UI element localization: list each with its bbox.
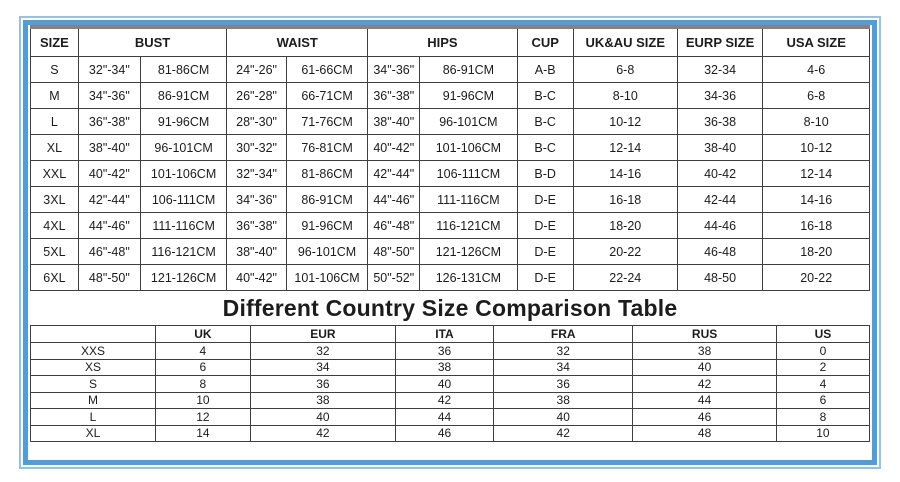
size-chart-row-label: L (31, 109, 79, 135)
size-chart-cell: 38"-40" (368, 109, 420, 135)
size-chart-cell: 40"-42" (78, 161, 140, 187)
comparison-cell: 46 (395, 425, 493, 442)
comparison-header-cell: ITA (395, 326, 493, 343)
size-chart-cell: 101-106CM (140, 161, 226, 187)
size-chart-cell: 20-22 (763, 265, 870, 291)
size-chart-row-label: 5XL (31, 239, 79, 265)
size-chart-cell: 6-8 (763, 83, 870, 109)
comparison-row (31, 409, 870, 426)
size-chart-row-label: XL (31, 135, 79, 161)
size-chart-cell: 34"-36" (227, 187, 287, 213)
size-chart-cell: 116-121CM (420, 213, 517, 239)
comparison-row (31, 376, 870, 393)
comparison-cell: 38 (633, 343, 776, 360)
size-chart-cell: 111-116CM (140, 213, 226, 239)
size-chart-cell: 126-131CM (420, 265, 517, 291)
size-chart-cell: 34"-36" (368, 57, 420, 83)
comparison-cell: 34 (250, 359, 395, 376)
comparison-header-cell: FRA (494, 326, 633, 343)
comparison-row-label: XXS (31, 343, 156, 360)
comparison-header-cell: UK (156, 326, 251, 343)
size-chart-cell: 18-20 (763, 239, 870, 265)
size-chart-cell: 38"-40" (78, 135, 140, 161)
size-chart-cell: 61-66CM (286, 57, 367, 83)
size-chart-cell: B-C (517, 135, 573, 161)
size-chart-cell: 96-101CM (286, 239, 367, 265)
size-chart-cell: 96-101CM (140, 135, 226, 161)
size-chart-cell: 91-96CM (286, 213, 367, 239)
comparison-cell: 8 (156, 376, 251, 393)
size-chart-table (30, 25, 870, 291)
size-chart-row-label: XXL (31, 161, 79, 187)
comparison-cell: 34 (494, 359, 633, 376)
size-chart-cell: 44-46 (677, 213, 763, 239)
size-chart-cell: A-B (517, 57, 573, 83)
comparison-row-label: S (31, 376, 156, 393)
size-chart-cell: 36"-38" (78, 109, 140, 135)
size-chart-row-label: 3XL (31, 187, 79, 213)
size-chart-row (31, 213, 870, 239)
size-chart-cell: 48"-50" (368, 239, 420, 265)
size-chart-cell: 38"-40" (227, 239, 287, 265)
comparison-header-cell: EUR (250, 326, 395, 343)
size-chart-cell: 106-111CM (140, 187, 226, 213)
comparison-cell: 36 (250, 376, 395, 393)
size-chart-cell: 8-10 (573, 83, 677, 109)
size-chart-cell: 86-91CM (140, 83, 226, 109)
comparison-row (31, 392, 870, 409)
size-chart-row-label: 6XL (31, 265, 79, 291)
size-chart-cell: 46"-48" (78, 239, 140, 265)
size-chart-cell: 91-96CM (140, 109, 226, 135)
comparison-row (31, 425, 870, 442)
comparison-cell: 8 (776, 409, 869, 426)
size-chart-cell: 34"-36" (78, 83, 140, 109)
comparison-header-cell: US (776, 326, 869, 343)
size-chart-row-label: 4XL (31, 213, 79, 239)
comparison-cell: 10 (776, 425, 869, 442)
size-chart-cell: 30"-32" (227, 135, 287, 161)
size-chart-cell: 14-16 (763, 187, 870, 213)
size-chart-cell: 121-126CM (140, 265, 226, 291)
size-chart-cell: 36-38 (677, 109, 763, 135)
comparison-cell: 6 (156, 359, 251, 376)
size-chart-cell: B-C (517, 83, 573, 109)
size-chart-cell: 66-71CM (286, 83, 367, 109)
comparison-cell: 42 (494, 425, 633, 442)
size-chart-cell: 36"-38" (368, 83, 420, 109)
size-chart-cell: 18-20 (573, 213, 677, 239)
comparison-row (31, 343, 870, 360)
size-chart-cell: 40"-42" (368, 135, 420, 161)
comparison-cell: 40 (494, 409, 633, 426)
size-chart-cell: 36"-38" (227, 213, 287, 239)
blue-inner-frame (23, 20, 877, 465)
size-chart-cell: 26"-28" (227, 83, 287, 109)
comparison-cell: 40 (395, 376, 493, 393)
size-chart-cell: D-E (517, 187, 573, 213)
size-chart-cell: 16-18 (573, 187, 677, 213)
comparison-cell: 40 (250, 409, 395, 426)
size-chart-header-row (31, 27, 870, 57)
comparison-cell: 42 (395, 392, 493, 409)
comparison-cell: 12 (156, 409, 251, 426)
country-comparison-table (30, 325, 870, 442)
comparison-header-row (31, 326, 870, 343)
size-chart-cell: 32"-34" (78, 57, 140, 83)
size-chart-header-cell: HIPS (368, 27, 517, 57)
size-chart-cell: 22-24 (573, 265, 677, 291)
size-chart-header-cell: USA SIZE (763, 27, 870, 57)
comparison-row (31, 359, 870, 376)
size-chart-cell: 48"-50" (78, 265, 140, 291)
size-chart-cell: 12-14 (573, 135, 677, 161)
size-chart-cell: 32"-34" (227, 161, 287, 187)
comparison-cell: 42 (633, 376, 776, 393)
comparison-cell: 38 (395, 359, 493, 376)
blue-outer-frame (19, 16, 881, 469)
size-chart-row (31, 135, 870, 161)
size-chart-cell: 106-111CM (420, 161, 517, 187)
size-chart-header-cell: EURP SIZE (677, 27, 763, 57)
size-chart-cell: 38-40 (677, 135, 763, 161)
size-chart-cell: 40-42 (677, 161, 763, 187)
comparison-cell: 38 (250, 392, 395, 409)
size-chart-cell: 12-14 (763, 161, 870, 187)
size-chart-cell: 24"-26" (227, 57, 287, 83)
size-chart-header-cell: SIZE (31, 27, 79, 57)
size-chart-cell: 16-18 (763, 213, 870, 239)
size-chart-cell: 81-86CM (286, 161, 367, 187)
size-chart-cell: 71-76CM (286, 109, 367, 135)
size-chart-cell: 42-44 (677, 187, 763, 213)
comparison-cell: 4 (776, 376, 869, 393)
comparison-row-label: L (31, 409, 156, 426)
size-chart-cell: 101-106CM (420, 135, 517, 161)
size-chart-row-label: S (31, 57, 79, 83)
comparison-cell: 36 (395, 343, 493, 360)
size-chart-row-label: M (31, 83, 79, 109)
comparison-cell: 2 (776, 359, 869, 376)
size-chart-cell: 86-91CM (420, 57, 517, 83)
size-chart-row (31, 239, 870, 265)
size-chart-row (31, 57, 870, 83)
size-chart-cell: 46"-48" (368, 213, 420, 239)
comparison-cell: 14 (156, 425, 251, 442)
size-chart-cell: 116-121CM (140, 239, 226, 265)
size-chart-cell: 42"-44" (78, 187, 140, 213)
comparison-row-label: XS (31, 359, 156, 376)
size-chart-cell: B-C (517, 109, 573, 135)
size-chart-cell: 34-36 (677, 83, 763, 109)
size-chart-cell: 76-81CM (286, 135, 367, 161)
size-chart-cell: 48-50 (677, 265, 763, 291)
comparison-row-label: XL (31, 425, 156, 442)
size-chart-cell: 10-12 (763, 135, 870, 161)
size-chart-cell: 101-106CM (286, 265, 367, 291)
comparison-table-title: Different Country Size Comparison Table (222, 295, 678, 321)
size-chart-row (31, 109, 870, 135)
size-chart-header-cell: UK&AU SIZE (573, 27, 677, 57)
size-chart-cell: 50"-52" (368, 265, 420, 291)
size-chart-cell: D-E (517, 239, 573, 265)
size-chart-cell: 32-34 (677, 57, 763, 83)
size-chart-row (31, 265, 870, 291)
size-chart-cell: 81-86CM (140, 57, 226, 83)
size-chart-row (31, 187, 870, 213)
comparison-cell: 40 (633, 359, 776, 376)
size-chart-header-cell: CUP (517, 27, 573, 57)
comparison-header-cell: RUS (633, 326, 776, 343)
size-chart-header-cell: BUST (78, 27, 226, 57)
comparison-header-cell (31, 326, 156, 343)
size-chart-cell: 6-8 (573, 57, 677, 83)
size-chart-cell: 91-96CM (420, 83, 517, 109)
size-chart-cell: 44"-46" (78, 213, 140, 239)
comparison-cell: 46 (633, 409, 776, 426)
size-chart-cell: 46-48 (677, 239, 763, 265)
size-chart-cell: 111-116CM (420, 187, 517, 213)
size-chart-cell: 4-6 (763, 57, 870, 83)
size-chart-cell: 86-91CM (286, 187, 367, 213)
comparison-cell: 44 (633, 392, 776, 409)
size-chart-cell: B-D (517, 161, 573, 187)
size-chart-cell: 40"-42" (227, 265, 287, 291)
comparison-cell: 0 (776, 343, 869, 360)
size-chart-cell: 20-22 (573, 239, 677, 265)
size-chart-cell: 44"-46" (368, 187, 420, 213)
comparison-cell: 48 (633, 425, 776, 442)
size-chart-cell: 96-101CM (420, 109, 517, 135)
size-chart-row (31, 83, 870, 109)
comparison-row-label: M (31, 392, 156, 409)
size-chart-cell: 42"-44" (368, 161, 420, 187)
comparison-cell: 42 (250, 425, 395, 442)
comparison-cell: 38 (494, 392, 633, 409)
size-chart-cell: 10-12 (573, 109, 677, 135)
comparison-cell: 4 (156, 343, 251, 360)
size-chart-cell: 28"-30" (227, 109, 287, 135)
comparison-cell: 32 (250, 343, 395, 360)
size-chart-row (31, 161, 870, 187)
size-chart-header-cell: WAIST (227, 27, 368, 57)
size-chart-cell: D-E (517, 265, 573, 291)
comparison-cell: 44 (395, 409, 493, 426)
size-chart-cell: 121-126CM (420, 239, 517, 265)
size-chart-cell: 14-16 (573, 161, 677, 187)
comparison-cell: 32 (494, 343, 633, 360)
comparison-cell: 36 (494, 376, 633, 393)
comparison-cell: 10 (156, 392, 251, 409)
comparison-cell: 6 (776, 392, 869, 409)
size-chart-cell: D-E (517, 213, 573, 239)
size-chart-cell: 8-10 (763, 109, 870, 135)
